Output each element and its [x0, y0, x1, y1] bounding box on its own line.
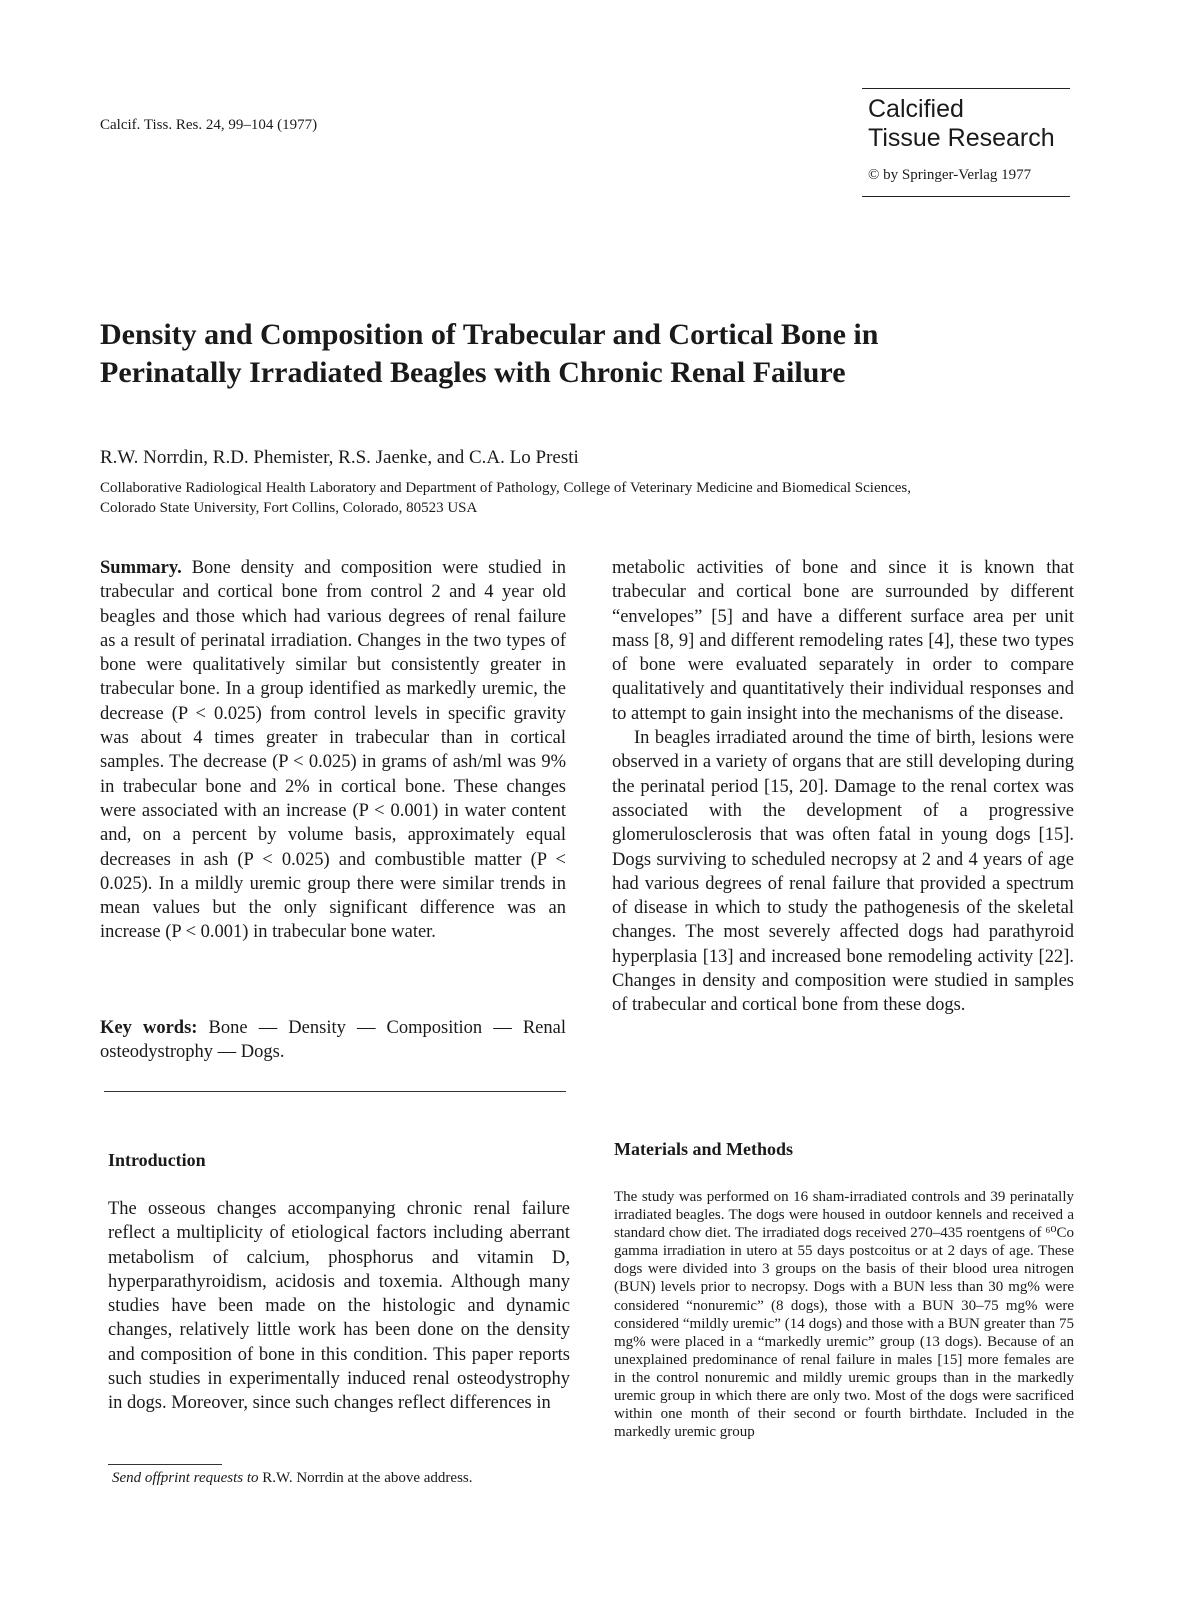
body-paragraph-2: In beagles irradiated around the time of birth, lesions were observed in a variety of organs that are still developing during the perinatal period [15, 20]. Damage to the renal cortex was associated with the development of a progressive glomerulosclerosis that was often fatal in young dogs [15]. Dogs surviving to scheduled necropsy at 2 and 4 years of age had various degrees of renal failure that provided a spectrum of disease in which to study the pathogenesis of the skeletal changes. The most severely affected dogs had parathyroid hyperplasia [13] and increased bone remodeling activity [22]. Changes in density and composition were studied in samples of trabecular and cortical bone from these dogs. [612, 728, 1074, 1016]
body-paragraph-1: metabolic activities of bone and since it is known that trabecular and cortical bone are surrounded by different “envelopes” [5] and have a different surface area per unit mass [8, 9] and different remodeling rates [4], these two types of bone were evaluated separately in order to compare qualitatively and quantitatively their individual responses and to attempt to gain insight into the mechanisms of the disease. [612, 558, 1074, 724]
article-title-line2: Perinatally Irradiated Beagles with Chronic Renal Failure [100, 356, 846, 389]
footnote-rule [108, 1464, 222, 1465]
author-list: R.W. Norrdin, R.D. Phemister, R.S. Jaenke, and C.A. Lo Presti [100, 447, 579, 468]
right-column-body [612, 556, 1074, 1018]
introduction-paragraph: The osseous changes accompanying chronic renal failure reflect a multiplicity of etiological factors including aberrant metabolism of calcium, phosphorus and vitamin D, hyperparathyroidism, acidosis and toxemia. Although many studies have been made on the histologic and dynamic changes, relatively little work has been done on the density and composition of bone in this condition. This paper reports such studies in experimentally induced renal osteodystrophy in dogs. Moreover, since such changes reflect differences in [108, 1199, 570, 1414]
journal-masthead [862, 88, 1070, 197]
footnote [112, 1470, 473, 1487]
summary-text: Bone density and composition were studied in trabecular and cortical bone from control 2 and 4 year old beagles and those which had various degrees of renal failure as a result of perinatal irradiation. Changes in the two types of bone were qualitatively similar but consistently greater in trabecular bone. In a group identified as markedly uremic, the decrease (P < 0.025) from control levels in specific gravity was about 4 times greater in trabecular than in cortical samples. The decrease (P < 0.025) in grams of ash/ml was 9% in trabecular bone and 2% in cortical bone. These changes were associated with an increase (P < 0.001) in water content and, on a percent by volume basis, approximately equal decreases in ash (P < 0.025) and combustible matter (P < 0.025). In a mildly uremic group there were similar trends in mean values but the only significant difference was an increase (P < 0.001) in trabecular bone water. [100, 558, 566, 943]
journal-citation: Calcif. Tiss. Res. 24, 99–104 (1977) [100, 117, 318, 133]
author-affiliation [100, 478, 1100, 518]
masthead-bottom-rule [862, 196, 1070, 197]
introduction-heading: Introduction [108, 1150, 206, 1170]
keywords-paragraph [100, 1016, 566, 1065]
footnote-text: R.W. Norrdin at the above address. [258, 1470, 473, 1486]
methods-heading: Materials and Methods [614, 1139, 793, 1159]
summary-paragraph [100, 556, 566, 945]
section-divider [104, 1091, 566, 1092]
keywords-text: Bone — Density — Composition — Renal osteodystrophy — Dogs. [100, 1018, 566, 1063]
masthead-top-rule [862, 88, 1070, 89]
journal-name-line1: Calcified [868, 95, 964, 123]
article-title-line1: Density and Composition of Trabecular and Cortical Bone in [100, 318, 879, 351]
copyright-notice: © by Springer-Verlag 1977 [868, 167, 1032, 183]
keywords-label: Key words: [100, 1018, 198, 1038]
summary-label: Summary. [100, 558, 182, 578]
affiliation-line1: Collaborative Radiological Health Laboratory and Department of Pathology, College of Veterinary Medicine and Biomedical Sciences, [100, 480, 912, 496]
journal-name-line2: Tissue Research [868, 124, 1055, 152]
footnote-lead: Send offprint requests to [112, 1470, 259, 1486]
affiliation-line2: Colorado State University, Fort Collins, Colorado, 80523 USA [100, 500, 478, 516]
article-title [100, 316, 1100, 392]
methods-paragraph: The study was performed on 16 sham-irradiated controls and 39 perinatally irradiated beagles. The dogs were housed in outdoor kennels and received a standard chow diet. The irradiated dogs received 270–435 roentgens of ⁶⁰Co gamma irradiation in utero at 55 days postcoitus or at 2 days of age. These dogs were divided into 3 groups on the basis of their blood urea nitrogen (BUN) levels prior to necropsy. Dogs with a BUN less than 30 mg% were considered “nonuremic” (8 dogs), those with a BUN 30–75 mg% were considered “mildly uremic” (14 dogs) and those with a BUN greater than 75 mg% were placed in a “markedly uremic” group (13 dogs). Because of an unexplained predominance of renal failure in males [15] more females are in the control nonuremic and mildly uremic groups than in the markedly uremic group in which there are only two. Most of the dogs were sacrificed within one month of their second or fourth birthdate. Included in the markedly uremic group [614, 1189, 1074, 1441]
